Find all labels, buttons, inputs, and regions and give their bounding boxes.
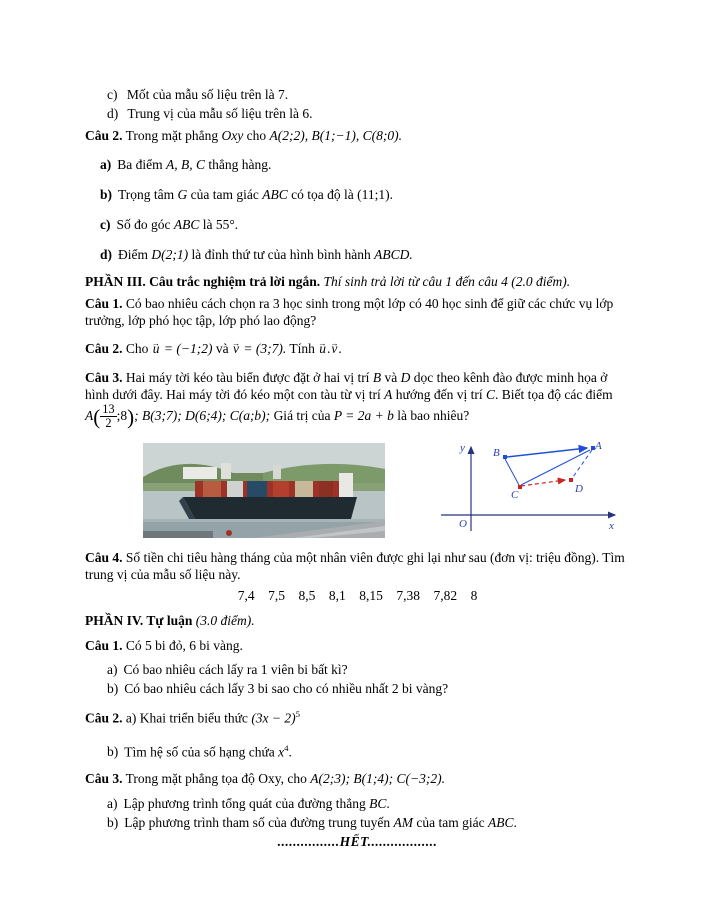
fraction-numerator: 13 [102,402,115,416]
p3-title [85,273,630,290]
p3-q2-and: và [215,341,229,356]
p2-q2-heading [85,127,630,144]
p3-q3-text3: hướng đến vị trí [395,387,483,402]
p3-q1-label: Câu 1. [85,296,123,311]
p2-q2-b [85,186,630,203]
p2-q2-a-label: a) [100,157,112,172]
p3-q2-pre: Cho [125,341,149,356]
p4-q1-b-text: Có bao nhiêu cách lấy 3 bi sao cho có nhiều nhất 2 bi vàng? [124,681,449,697]
figure-row [85,440,630,539]
vector-u2: → u [318,340,327,357]
point-C [518,485,522,489]
label-D: D [575,483,583,496]
p4-q3 [85,770,630,787]
p3-q3-pts: ; B(3;7); D(6;4); C(a;b); [134,408,271,424]
point-B [503,455,507,459]
p4-q1-a [85,661,630,678]
p4-q2-b-text: Tìm hệ số của số hạng chứa [124,744,275,760]
p2-q2-pre: Trong mặt phẳng [125,128,219,143]
building [183,467,217,479]
p4-q2-a-text: Khai triển biểu thức [139,710,248,726]
segment-C-D [521,480,565,486]
fraction-denominator: 2 [105,416,112,431]
coordinate-graph [435,439,623,539]
p2-q2-c-pre: Số đo góc [116,217,171,232]
segment-B-A [507,448,587,457]
p2-q2-label: Câu 2. [85,128,123,143]
p4-q1-label: Câu 1. [85,638,123,654]
red-buoy [226,530,232,536]
p3-q3-C: C [485,387,495,402]
p2-q2-d [85,246,630,263]
p2-q2-a-math: A, B, C [166,157,205,172]
p4-q3-b-pre: Lập phương trình tham số của đường trung tuyến [124,815,391,831]
p4-q3-b [85,814,630,831]
ship-canal-photo [143,443,385,538]
canal-wall [143,531,213,538]
p4-q3-a-end: . [386,796,390,812]
p2-q2-c-abc: ABC [173,217,200,232]
p4-q2-label: Câu 2. [85,710,123,726]
p3-q3-D: D [400,370,411,385]
p3-q1-text: Có bao nhiêu cách chọn ra 3 học sinh trong một lớp có 40 học sinh để giữ các chức vụ lớp trưởng, lớp phó học tập, lớp phó lao động? [85,296,614,328]
p2-q2-d-pre: Điểm [118,247,149,262]
p4-q2-b [85,740,630,761]
p2-q2-b-abc: ABC [262,187,288,202]
p2-q2-a [85,156,630,173]
statement-c-text: Mốt của mẫu số liệu trên là 7. [126,87,289,102]
p2-q2-mid: cho [246,128,267,143]
p3-q3-text6: là bao nhiêu? [397,408,470,424]
containers [195,481,345,497]
p3-q3-text2: dọc theo kênh đào được minh họa ở hình dưới đây. Hai máy tời đó kéo một con tàu từ vị trí [85,370,608,402]
p4-q1-a-text: Có bao nhiêu cách lấy ra 1 viên bi bất kì? [123,662,348,678]
p3-q3-label: Câu 3. [85,370,123,385]
p4-title-note: (3.0 điểm). [195,613,255,629]
p4-q2-b-label: b) [107,744,119,760]
p3-q4 [85,549,630,583]
ship-hull [183,497,357,519]
p4-q3-b-end: . [513,815,517,831]
p2-q2-d-label: d) [100,247,113,262]
p3-q2-equ: = (−1;2) [163,341,213,356]
p4-q3-pre: Trong mặt phẳng tọa độ Oxy, cho [125,771,307,787]
water-highlight [143,519,385,522]
p3-q4-data-row: 7,4 7,5 8,5 8,1 8,15 7,38 7,82 8 [237,588,478,604]
p2-q2-a-pre: Ba điểm [117,157,163,172]
p2-q2-c-label: c) [100,217,111,232]
segment-B-C [505,459,519,485]
p4-q3-a [85,795,630,812]
p4-q2 [85,706,630,727]
statement-c-label: c) [107,87,118,102]
p2-q2-b-post: có tọa độ là [291,187,354,202]
p3-q4-text: Số tiền chi tiêu hàng tháng của một nhân viên được ghi lại như sau (đơn vị: triệu đồng). Tìm trung vị của mẫu số liệu này. [85,550,625,583]
p4-title-bold: PHẦN IV. Tự luận [85,613,193,629]
p2-q2-d-pt: D(2;1) [151,247,189,262]
statement-d [85,105,630,122]
p2-q2-c-post: là [202,217,213,232]
p4-q3-a-pre: Lập phương trình tổng quát của đường thẳng [123,796,366,812]
p3-q3-ptA-rest: ;8 [116,408,128,424]
p4-q1-a-label: a) [107,662,118,678]
p2-q2-b-g: G [177,187,188,202]
p3-q2-end: . [338,341,342,356]
fraction-13-2 [100,403,116,430]
p2-q2-d-abcd: ABCD. [374,247,413,262]
p4-q3-b-abc: ABC [487,815,514,831]
vector-v2: → v [330,340,338,357]
p3-q3-text4: . Biết tọa độ các điểm [494,387,613,402]
p3-title-note: Thí sinh trả lời từ câu 1 đến câu 4 (2.0 điểm). [323,274,571,289]
p3-q3-formula: P = 2a + b [333,408,394,424]
p3-q3-and: và [384,370,398,385]
p2-q2-oxy: Oxy [221,128,244,143]
p4-q1-text: Có 5 bi đỏ, 6 bi vàng. [125,638,243,654]
p4-q3-pts: A(2;3); B(1;4); C(−3;2). [310,771,445,787]
p2-q2-d-post: là đỉnh thứ tư của hình bình hành [191,247,371,262]
p3-q2-label: Câu 2. [85,341,123,356]
p2-q2-c-val: 55°. [215,217,239,232]
p2-q2-b-coord: (11;1). [357,187,393,202]
p3-q2-dot: . [327,341,331,356]
p3-q3 [85,369,630,430]
point-D [569,478,573,482]
p3-q2-eqv: = (3;7). [243,341,287,356]
vector-u: → u [152,340,161,357]
label-B: B [493,447,500,460]
p2-q2-b-mid: của tam giác [190,187,259,202]
y-axis-label: y [460,442,465,455]
p4-q3-a-bc: BC [369,796,387,812]
statement-d-label: d) [107,106,119,121]
right-paren: ) [127,404,135,429]
p3-q2-tinh: Tính [289,341,315,356]
p4-title [85,612,630,629]
p3-q2 [85,340,630,357]
label-A: A [595,440,602,453]
p4-q2-exponent2: 4 [284,742,289,753]
left-paren: ( [93,404,101,429]
p3-q3-text1: Hai máy tời kéo tàu biển được đặt ở hai vị trí [125,370,370,385]
label-C: C [511,489,519,502]
p4-q2-x: x [278,744,285,760]
p3-q3-A: A [384,387,393,402]
p2-q2-c [85,216,630,233]
p4-q1-b [85,680,630,697]
origin-label: O [459,518,467,531]
p4-q3-b-mid: của tam giác [416,815,485,831]
building-small [273,465,281,479]
p4-q2-end: . [288,744,292,760]
end-marker: ................HẾT.................. [277,834,438,850]
p4-q2-expr: (3x − 2) [251,710,296,726]
p3-title-bold: PHẦN III. Câu trắc nghiệm trả lời ngắn. [85,274,321,289]
statement-c [85,86,630,103]
p4-q2-exponent: 5 [295,709,301,720]
building-tower [221,463,231,479]
p4-q3-b-am: AM [393,815,413,831]
p4-q1-b-label: b) [107,681,119,697]
p3-q1 [85,295,630,329]
p4-q1 [85,637,630,654]
p3-q3-ptA: A [85,408,94,424]
p2-q2-a-post: thẳng hàng. [208,157,272,172]
p2-q2-points: A(2;2), B(1;−1), C(8;0). [269,128,402,143]
x-axis-label: x [609,520,614,533]
p4-q3-a-label: a) [107,796,118,812]
ship-bridge [339,473,353,497]
p2-q2-b-label: b) [100,187,113,202]
statement-d-text: Trung vị của mẫu số liệu trên là 6. [127,106,313,121]
p4-q3-b-label: b) [107,815,119,831]
p3-q3-text5: Giá trị của [273,408,331,424]
p3-q4-label: Câu 4. [85,550,123,566]
vector-v: → v [232,340,240,357]
p2-q2-b-pre: Trọng tâm [118,187,175,202]
p4-q3-label: Câu 3. [85,771,123,787]
p4-q2-a-label: a) [125,710,137,726]
p3-q3-B: B [372,370,382,385]
